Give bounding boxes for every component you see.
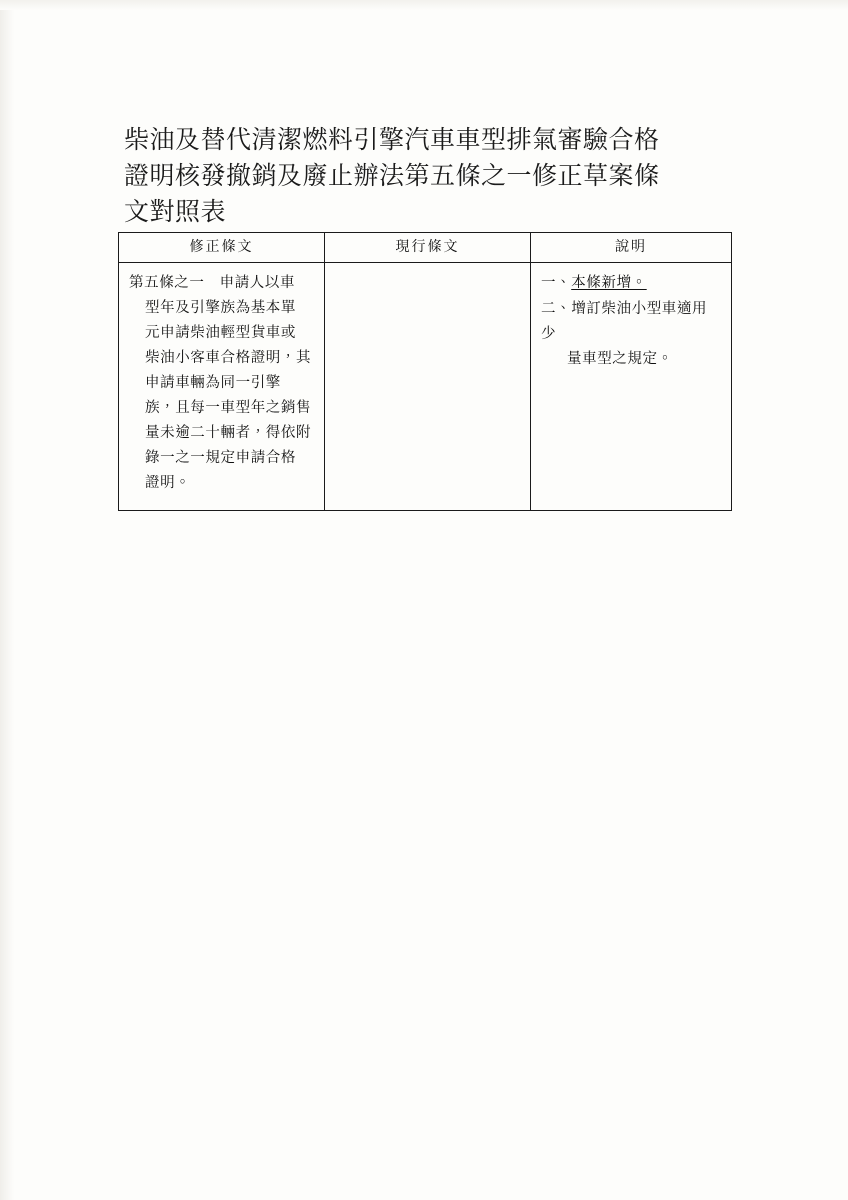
- table-row: [119, 263, 732, 511]
- scan-edge-left: [0, 0, 14, 1200]
- note-item-1: [541, 271, 721, 296]
- amended-line-9: 證明。: [145, 475, 191, 491]
- amended-line-4: 柴油小客車合格證明，其: [145, 350, 312, 366]
- column-header-notes: 說明: [531, 233, 732, 263]
- cell-amended-text: [119, 263, 325, 511]
- amended-text-body: [119, 263, 324, 510]
- column-header-current: 現行條文: [325, 233, 531, 263]
- comparison-table: [118, 232, 732, 511]
- title-line-2: 證明核發撤銷及廢止辦法第五條之一修正草案條: [124, 161, 660, 190]
- table-header-row: [119, 233, 732, 263]
- title-line-1: 柴油及替代清潔燃料引擎汽車車型排氣審驗合格: [124, 125, 660, 154]
- amended-line-7: 量未逾二十輛者，得依附: [145, 425, 312, 441]
- current-text-body: [325, 263, 530, 475]
- note-text-2-cont: 量車型之規定。: [567, 351, 673, 367]
- note-marker-2: 二、: [541, 301, 572, 317]
- amended-article: [129, 271, 314, 496]
- cell-current-text: [325, 263, 531, 511]
- amended-line-3: 元申請柴油輕型貨車或: [145, 325, 296, 341]
- scan-edge-top: [0, 0, 848, 10]
- title-line-3: 文對照表: [124, 197, 227, 226]
- amended-line-2: 型年及引擎族為基本單: [145, 300, 296, 316]
- column-header-amended: 修正條文: [119, 233, 325, 263]
- amended-line-6: 族，且每一車型年之銷售: [145, 400, 312, 416]
- note-text-2: 增訂柴油小型車適用少: [541, 301, 708, 342]
- amended-line-8: 錄一之一規定申請合格: [145, 450, 296, 466]
- notes-body: [531, 263, 731, 475]
- amended-line-5: 申請車輛為同一引擎: [145, 375, 281, 391]
- amended-line-1: 第五條之一 申請人以車: [129, 275, 296, 291]
- cell-notes: [531, 263, 732, 511]
- note-text-1: 本條新增。: [571, 275, 647, 291]
- note-marker-1: 一、: [541, 275, 572, 291]
- page-title: [124, 122, 744, 230]
- note-item-2: [541, 297, 721, 372]
- notes-list: [541, 271, 721, 372]
